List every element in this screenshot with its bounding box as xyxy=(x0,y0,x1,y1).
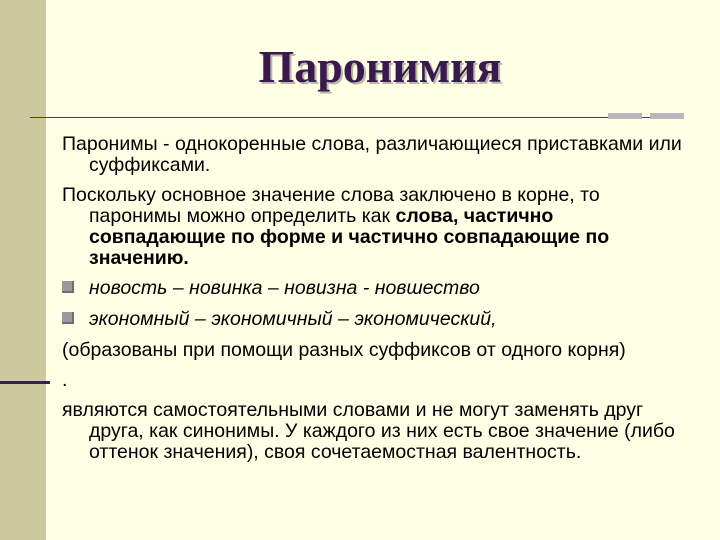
dot-paragraph: . xyxy=(62,369,68,391)
example-bullet xyxy=(62,278,692,299)
explanation-paragraph xyxy=(62,185,692,269)
slide-body xyxy=(62,134,692,472)
example-text: новость – новинка – новизна - новшество xyxy=(89,277,480,299)
title-divider xyxy=(30,117,682,118)
definition-paragraph: Паронимы - однокоренные слова, различающиеся приставками или суффиксами. xyxy=(62,133,682,176)
square-bullet-icon xyxy=(62,281,74,293)
conclusion-paragraph: являются самостоятельными словами и не могут заменять друг друга, как синонимы. У каждого из них есть свое значение (либо оттенок значения), своя сочетаемостная валентность. xyxy=(62,399,675,463)
example-bullet xyxy=(62,309,692,330)
divider-accent-block xyxy=(608,113,642,119)
example-text: экономный – экономичный – экономический, xyxy=(89,308,497,330)
divider-accent-block xyxy=(650,113,684,119)
slide-title: Паронимия xyxy=(258,41,502,92)
explanation-text: Поскольку основное значение слова заключено в корне, то паронимы можно определить как xyxy=(62,184,600,227)
explanation-bold-text: слова, частично совпадающие по форме и частично совпадающие по значению. xyxy=(89,205,610,269)
decorative-sidebar xyxy=(0,0,46,540)
note-paragraph: (образованы при помощи разных суффиксов от одного корня) xyxy=(62,339,626,361)
square-bullet-icon xyxy=(62,312,74,324)
sidebar-accent-line xyxy=(0,381,50,384)
